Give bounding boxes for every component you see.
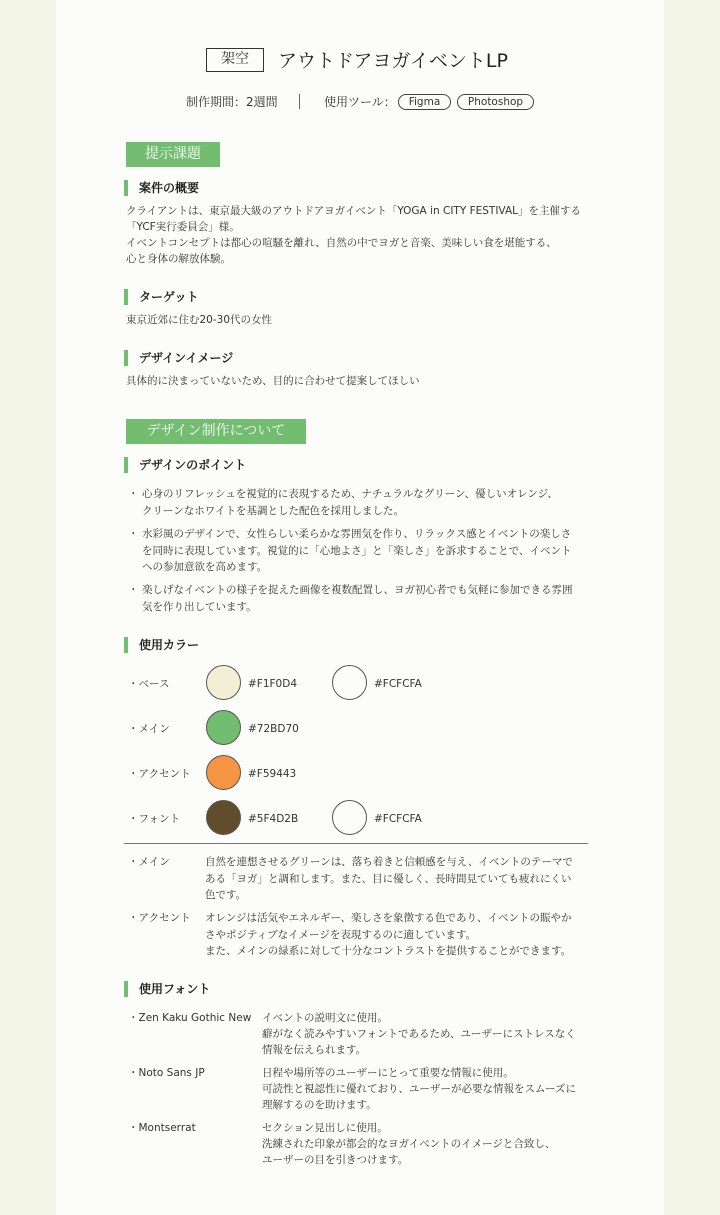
overview-text: クライアントは、東京最大級のアウトドアヨガイベント「YOGA in CITY FESTIVAL」を主催する 「YCF実行委員会」様。 イベントコンセプトは都心の喧騒を離れ、自然の中でヨガと音楽、美味しい食を堪能する、 心と身体の解放体験。 [126, 205, 581, 265]
design-point-item: 心身のリフレッシュを視覚的に表現するため、ナチュラルなグリーン、優しいオレンジ、 クリーンなホワイトを基調とした配色を採用しました。 [142, 488, 558, 517]
color-hex: #FCFCFA [374, 813, 422, 825]
color-hex: #72BD70 [248, 723, 299, 735]
font-description: 日程や場所等のユーザーにとって重要な情報に使用。 可読性と視認性に優れており、ユーザーが必要な情報をスムーズに 理解するのを助けます。 [262, 1067, 576, 1111]
heading-overview: 案件の概要 [124, 180, 199, 196]
document-sheet [56, 0, 664, 1215]
color-label-main: ・メイン [128, 723, 170, 735]
heading-design-image: デザインイメージ [124, 350, 233, 366]
bullet-mark: ・ [128, 528, 139, 540]
font-description: イベントの説明文に使用。 癖がなく読みやすいフォントであるため、ユーザーにストレスなく 情報を伝えられます。 [262, 1012, 576, 1056]
tool-badge-photoshop: Photoshop [457, 94, 534, 110]
color-swatch [332, 800, 367, 835]
color-hex: #F59443 [248, 768, 297, 780]
tools-label: 使用ツール： [324, 95, 396, 109]
title-row [56, 47, 664, 77]
page-title: アウトドアヨガイベントLP [278, 50, 508, 72]
section-band-design: デザイン制作について [126, 419, 306, 444]
color-swatch [332, 665, 367, 700]
color-swatch [206, 800, 241, 835]
fictional-tag: 架空 [206, 48, 264, 72]
design-image-text: 具体的に決まっていないため、目的に合わせて提案してほしい [126, 375, 420, 387]
color-swatch [206, 710, 241, 745]
color-swatch [206, 755, 241, 790]
font-name: ・Montserrat [128, 1122, 196, 1134]
color-label-font: ・フォント [128, 813, 180, 825]
meta-divider [299, 94, 300, 109]
heading-design-points: デザインのポイント [124, 457, 246, 473]
tool-badge-figma: Figma [398, 94, 451, 110]
color-hex: #FCFCFA [374, 678, 422, 690]
target-text: 東京近郊に住む20-30代の女性 [126, 314, 273, 326]
font-name: ・Noto Sans JP [128, 1067, 205, 1079]
color-hex: #F1F0D4 [248, 678, 298, 690]
heading-target: ターゲット [124, 289, 199, 305]
design-point-item: 楽しげなイベントの様子を捉えた画像を複数配置し、ヨガ初心者でも気軽に参加できる雰囲 気を作り出しています。 [142, 584, 573, 613]
production-period: 制作期間：2週間 [186, 95, 278, 109]
color-label-base: ・ベース [128, 678, 170, 690]
bullet-mark: ・ [128, 488, 139, 500]
bullet-mark: ・ [128, 584, 139, 596]
color-label-accent: ・アクセント [128, 768, 191, 780]
heading-colors: 使用カラー [124, 637, 199, 653]
color-desc-label: ・アクセント [128, 912, 191, 924]
color-swatch [206, 665, 241, 700]
design-point-item: 水彩風のデザインで、女性らしい柔らかな雰囲気を作り、リラックス感とイベントの楽しさ を同時に表現しています。視覚的に「心地よさ」と「楽しさ」を訴求することで、イベント への参加意欲を高めます。 [142, 528, 572, 573]
color-hex: #5F4D2B [248, 813, 299, 825]
font-description: セクション見出しに使用。 洗練された印象が都会的なヨガイベントのイメージと合致し、 ユーザーの目を引きつけます。 [262, 1122, 556, 1166]
divider [124, 843, 588, 844]
section-band-brief: 提示課題 [126, 142, 220, 167]
color-desc-label: ・メイン [128, 856, 170, 868]
font-name: ・Zen Kaku Gothic New [128, 1012, 252, 1024]
color-desc-text: 自然を連想させるグリーンは、落ち着きと信頼感を与え、イベントのテーマで ある「ヨガ」と調和します。また、目に優しく、長時間見ていても疲れにくい 色です。 [205, 856, 573, 901]
color-desc-text: オレンジは活気やエネルギー、楽しさを象徴する色であり、イベントの賑やか さやポジティブなイメージを表現するのに適しています。 また、メインの緑系に対して十分なコントラストを提供することができます。 [205, 912, 572, 957]
heading-fonts: 使用フォント [124, 981, 210, 997]
